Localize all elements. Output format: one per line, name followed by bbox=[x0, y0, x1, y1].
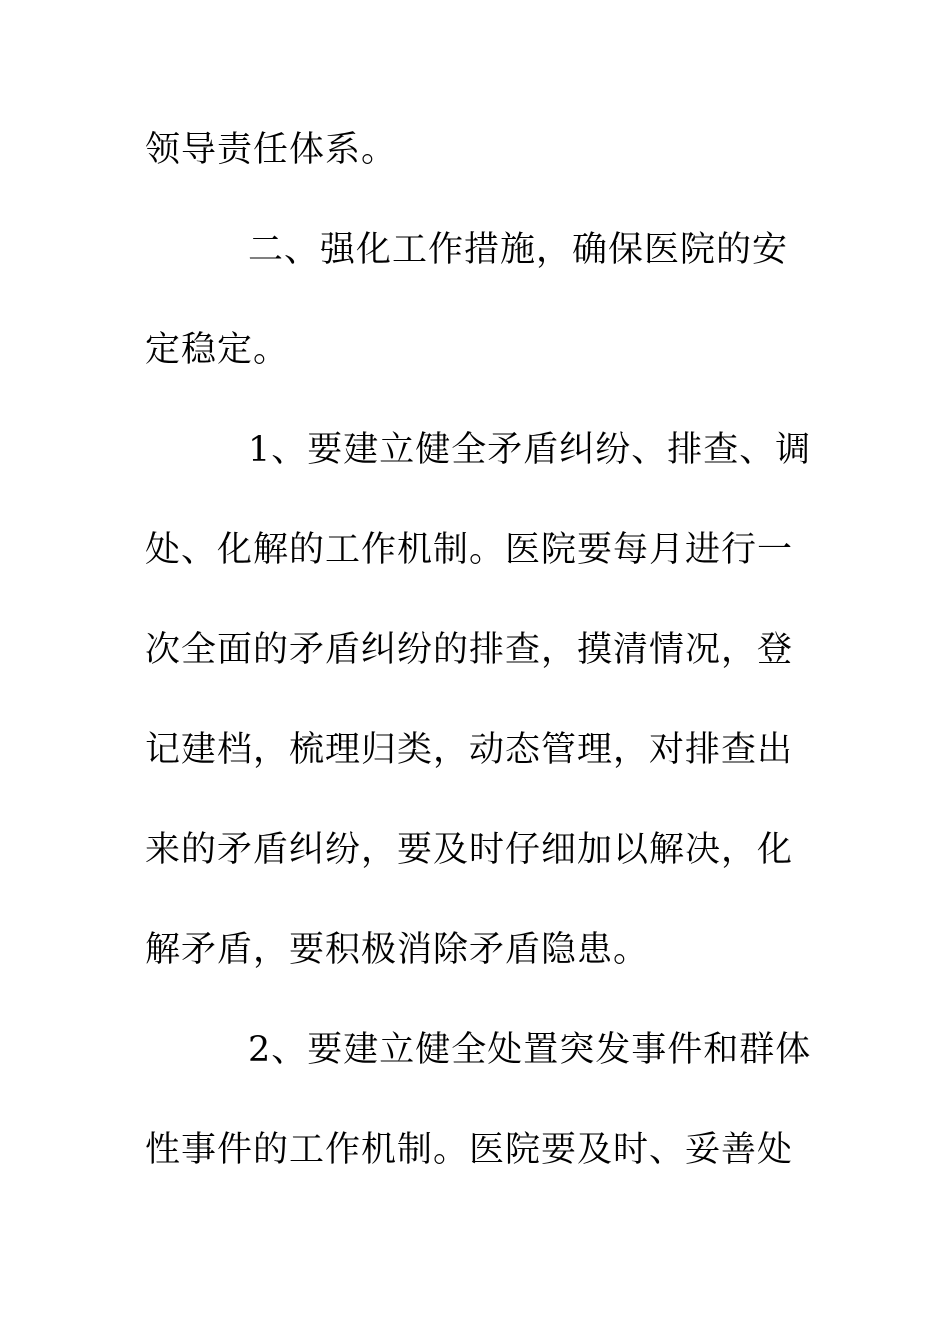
text-line-8: 来的矛盾纠纷，要及时仔细加以解决，化 bbox=[145, 830, 794, 870]
text-line-1: 领导责任体系。 bbox=[145, 130, 398, 170]
text-line-3: 定稳定。 bbox=[145, 330, 290, 370]
text-line-7: 记建档，梳理归类，动态管理，对排查出 bbox=[145, 730, 794, 770]
text-line-11: 性事件的工作机制。医院要及时、妥善处 bbox=[145, 1130, 794, 1170]
text-line-10: 2、要建立健全处置突发事件和群体 bbox=[248, 1030, 812, 1070]
text-line-5: 处、化解的工作机制。医院要每月进行一 bbox=[145, 530, 794, 570]
text-line-4: 1、要建立健全矛盾纠纷、排查、调 bbox=[248, 430, 812, 470]
text-line-6: 次全面的矛盾纠纷的排查，摸清情况，登 bbox=[145, 630, 794, 670]
text-line-9: 解矛盾，要积极消除矛盾隐患。 bbox=[145, 930, 650, 970]
text-line-2: 二、强化工作措施，确保医院的安 bbox=[248, 230, 789, 270]
